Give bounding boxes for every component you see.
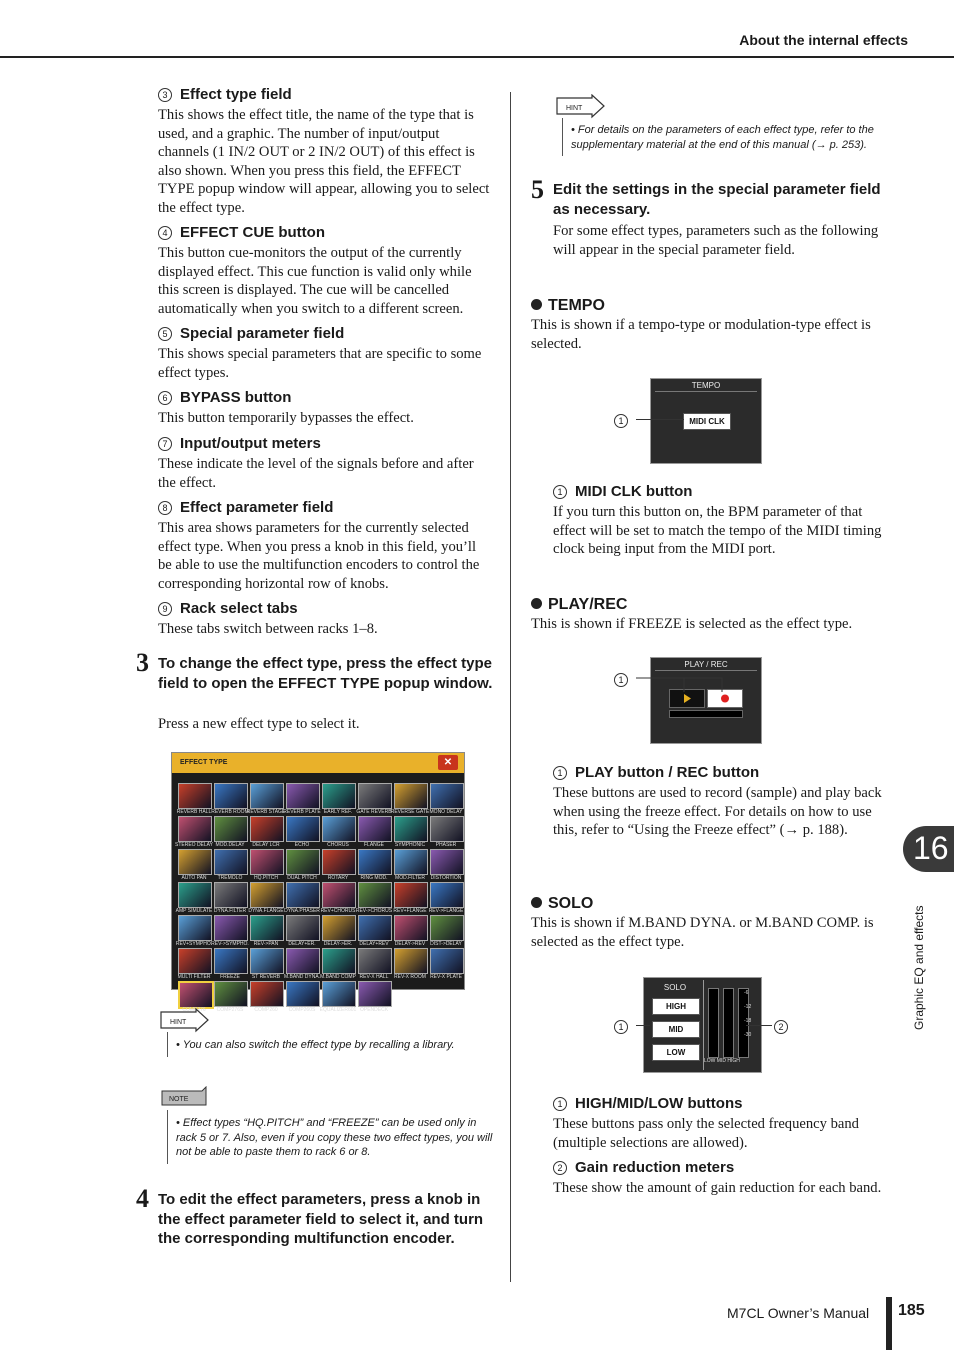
effect-type-label: DELAY+REV bbox=[359, 941, 389, 947]
item-body: This shows special parameters that are specific to some effect types. bbox=[158, 346, 482, 381]
item-body: These buttons pass only the selected frequency band (multiple selections are allowed). bbox=[553, 1116, 859, 1151]
item-number: 7 bbox=[158, 437, 172, 451]
effect-type-label: REVERSE GATE bbox=[390, 809, 430, 815]
effect-type-tile[interactable] bbox=[286, 849, 320, 875]
effect-type-label: MOD.DELAY bbox=[215, 842, 245, 848]
effect-type-label: DELAY->REV bbox=[394, 941, 426, 947]
effect-type-tile[interactable] bbox=[358, 981, 392, 1007]
effect-type-tile[interactable] bbox=[286, 981, 320, 1007]
effect-type-tile[interactable] bbox=[214, 948, 248, 974]
effect-type-tile[interactable] bbox=[430, 915, 464, 941]
effect-type-label: ST REVERB bbox=[251, 974, 281, 980]
midi-clk-button[interactable]: MIDI CLK bbox=[683, 413, 731, 430]
callout-1: 1 bbox=[614, 671, 636, 689]
gain-meter-low bbox=[708, 988, 719, 1058]
effect-type-label: COMP260 bbox=[254, 1007, 278, 1013]
panel-divider bbox=[703, 980, 704, 1070]
solo-panel bbox=[643, 977, 762, 1073]
footer-bar bbox=[886, 1297, 892, 1350]
note-text: • Effect types “HQ.PITCH” and “FREEZE” can be used only in rack 5 or 7. Also, even if you copy these two effect types, you will not be able to paste them to rack 6 or 8. bbox=[176, 1117, 493, 1158]
progress-bar bbox=[669, 710, 743, 718]
effect-type-tile[interactable] bbox=[322, 816, 356, 842]
panel-title: TEMPO bbox=[691, 381, 721, 390]
item-heading bbox=[158, 499, 333, 516]
panel-divider bbox=[655, 670, 757, 671]
item-title: EFFECT CUE button bbox=[180, 224, 325, 241]
effect-type-tile[interactable] bbox=[250, 981, 284, 1007]
effect-type-tile[interactable] bbox=[286, 882, 320, 908]
effect-type-tile[interactable] bbox=[286, 783, 320, 809]
section-body: This is shown if a tempo-type or modulation-type effect is selected. bbox=[531, 317, 871, 352]
effect-type-tile[interactable] bbox=[394, 882, 428, 908]
bullet-icon bbox=[531, 598, 542, 609]
hint-badge-icon bbox=[556, 94, 606, 120]
window-title: EFFECT TYPE bbox=[180, 759, 228, 766]
effect-type-tile[interactable] bbox=[250, 849, 284, 875]
effect-type-label: REV+FLANGE bbox=[393, 908, 427, 914]
effect-type-tile[interactable] bbox=[178, 948, 212, 974]
effect-type-label: ECHO bbox=[294, 842, 310, 848]
effect-type-window bbox=[171, 752, 465, 1013]
solo-high-button[interactable]: HIGH bbox=[652, 998, 700, 1015]
effect-type-tile[interactable] bbox=[178, 882, 212, 908]
step-body: Press a new effect type to select it. bbox=[158, 716, 360, 732]
effect-type-label: DYNA.FLANGE bbox=[248, 908, 284, 914]
effect-type-label: AUTO PAN bbox=[181, 875, 207, 881]
window-title-bar bbox=[172, 753, 464, 773]
item-body: This shows the effect title, the name of the type that is used, and a graphic. The number of input/output channels (1 IN/2 OUT or 2 IN/2 OUT) of this effect is also shown. When you press this field, the EFFECT TYPE popup window will appear, allowing you to select the effect type. bbox=[158, 107, 490, 216]
header-rule bbox=[0, 56, 954, 58]
effect-type-label: DELAY->ER. bbox=[323, 941, 353, 947]
item-body: These indicate the level of the signals before and after the effect. bbox=[158, 456, 474, 491]
effect-type-tile[interactable] bbox=[430, 849, 464, 875]
effect-type-label: DUAL PITCH bbox=[287, 875, 317, 881]
effect-type-label: COMP276 bbox=[182, 1007, 206, 1013]
effect-type-label: M.BAND COMP bbox=[320, 974, 356, 980]
effect-type-label: DELAY+ER. bbox=[288, 941, 316, 947]
effect-type-tile[interactable] bbox=[214, 783, 248, 809]
hint-badge-icon bbox=[160, 1008, 210, 1034]
step-number: 4 bbox=[136, 1184, 149, 1213]
bullet-icon bbox=[531, 897, 542, 908]
effect-type-label: AMP SIMULATE bbox=[175, 908, 213, 914]
effect-type-tile[interactable] bbox=[250, 816, 284, 842]
chapter-label: Graphic EQ and effects bbox=[912, 905, 926, 1030]
effect-type-tile[interactable] bbox=[322, 981, 356, 1007]
effect-type-label: MOD.FILTER bbox=[395, 875, 425, 881]
effect-type-tile[interactable] bbox=[214, 882, 248, 908]
effect-type-label: REV->CHORUS bbox=[355, 908, 393, 914]
effect-type-label: REVERB HALL bbox=[176, 809, 212, 815]
footer-manual-title: M7CL Owner’s Manual bbox=[727, 1305, 870, 1321]
effect-type-label: MONO DELAY bbox=[429, 809, 463, 815]
effect-type-tile[interactable] bbox=[430, 948, 464, 974]
item-body: These show the amount of gain reduction for each band. bbox=[553, 1180, 882, 1196]
item-heading: 1 PLAY button / REC button bbox=[553, 764, 759, 781]
panel-title: PLAY / REC bbox=[684, 660, 728, 669]
hint-bar bbox=[167, 1032, 168, 1057]
item-body: If you turn this button on, the BPM parameter of that effect will be set to match the tempo of the MIDI timing clock being input from the MIDI port. bbox=[553, 504, 882, 557]
panel-title: SOLO bbox=[663, 983, 687, 992]
effect-type-tile[interactable] bbox=[358, 783, 392, 809]
effect-type-tile[interactable] bbox=[430, 816, 464, 842]
effect-type-label: DIST->DELAY bbox=[430, 941, 462, 947]
gain-meter-mid bbox=[723, 988, 734, 1058]
effect-type-tile[interactable] bbox=[178, 783, 212, 809]
effect-type-label: TREMOLO bbox=[217, 875, 243, 881]
effect-type-tile[interactable] bbox=[214, 816, 248, 842]
effect-type-label: GATE REVERB bbox=[356, 809, 392, 815]
effect-type-label: REV-X ROOM bbox=[394, 974, 426, 980]
item-heading: 1 HIGH/MID/LOW buttons bbox=[553, 1095, 742, 1112]
item-heading bbox=[158, 325, 344, 342]
effect-type-label: REVERB PLATE bbox=[283, 809, 321, 815]
hint-badge-label: HINT bbox=[566, 105, 583, 112]
effect-type-label: DISTORTION bbox=[430, 875, 462, 881]
step-instruction: To edit the effect parameters, press a knob in the effect parameter field to select it, and turn the corresponding multifunction encoder. bbox=[158, 1191, 484, 1247]
item-number: 4 bbox=[158, 226, 172, 240]
effect-type-tile[interactable] bbox=[430, 783, 464, 809]
hint-bar bbox=[562, 118, 563, 156]
effect-type-label: PHASER bbox=[435, 842, 457, 848]
section-body: This is shown if M.BAND DYNA. or M.BAND COMP. is selected as the effect type. bbox=[531, 915, 874, 950]
effect-type-label: HQ.PITCH bbox=[254, 875, 278, 881]
effect-type-label: EARLY REF. bbox=[323, 809, 353, 815]
item-heading bbox=[158, 224, 325, 241]
item-body: This button cue-monitors the output of the currently displayed effect. This cue function is valid only while this screen is displayed. The cue will be cancelled automatically when you switch to a different screen. bbox=[158, 245, 472, 317]
item-heading bbox=[158, 389, 291, 406]
effect-type-tile[interactable] bbox=[394, 783, 428, 809]
effect-type-label: REV->PAN bbox=[253, 941, 279, 947]
effect-type-label: M.BAND DYNA. bbox=[283, 974, 321, 980]
item-body: This button temporarily bypasses the effect. bbox=[158, 410, 414, 426]
effect-type-label: REVERB ROOM bbox=[211, 809, 249, 815]
step-body: For some effect types, parameters such as the following will appear in the special parameter field. bbox=[553, 223, 879, 258]
effect-type-tile[interactable] bbox=[250, 915, 284, 941]
effect-type-label: STEREO DELAY bbox=[175, 842, 213, 848]
solo-low-button[interactable]: LOW bbox=[652, 1044, 700, 1061]
effect-type-tile[interactable] bbox=[358, 849, 392, 875]
tempo-panel bbox=[650, 378, 762, 464]
effect-type-tile[interactable] bbox=[394, 816, 428, 842]
section-heading-tempo: TEMPO bbox=[531, 297, 605, 315]
effect-type-label: CHORUS bbox=[327, 842, 349, 848]
item-title: Rack select tabs bbox=[180, 600, 298, 617]
item-title: Special parameter field bbox=[180, 325, 345, 342]
note-badge-label: NOTE bbox=[169, 1096, 189, 1103]
effect-type-tile[interactable] bbox=[394, 948, 428, 974]
note-bar bbox=[167, 1110, 168, 1164]
effect-type-tile[interactable] bbox=[322, 882, 356, 908]
item-number: 9 bbox=[158, 602, 172, 616]
effect-type-label: SYMPHONIC bbox=[394, 842, 426, 848]
item-heading bbox=[158, 600, 298, 617]
effect-type-label: REV-X PLATE bbox=[430, 974, 462, 980]
item-heading: 1 MIDI CLK button bbox=[553, 483, 692, 500]
effect-type-tile[interactable] bbox=[214, 981, 248, 1007]
effect-type-label: REVERB STAGE bbox=[246, 809, 286, 815]
effect-type-label: ROTARY bbox=[327, 875, 349, 881]
effect-type-tile[interactable] bbox=[250, 882, 284, 908]
effect-type-label: REV-X HALL bbox=[359, 974, 389, 980]
item-heading bbox=[158, 86, 292, 103]
step-instruction: Edit the settings in the special parameter field as necessary. bbox=[553, 181, 881, 218]
effect-type-tile[interactable] bbox=[322, 915, 356, 941]
callout-2: 2 bbox=[774, 1018, 796, 1036]
callout-1: 1 bbox=[614, 412, 636, 430]
effect-type-tile[interactable] bbox=[214, 915, 248, 941]
effect-type-label: DYNA.FILTER bbox=[213, 908, 247, 914]
section-heading-solo: SOLO bbox=[531, 895, 593, 913]
chapter-tab bbox=[903, 826, 954, 872]
effect-type-tile[interactable] bbox=[430, 882, 464, 908]
item-number: 8 bbox=[158, 501, 172, 515]
effect-type-label: FREEZE bbox=[220, 974, 240, 980]
effect-type-tile[interactable] bbox=[178, 849, 212, 875]
column-divider bbox=[510, 92, 511, 1282]
meter-labels: LOW MID HIGH bbox=[704, 1058, 740, 1064]
effect-type-tile[interactable] bbox=[394, 915, 428, 941]
effect-type-tile[interactable] bbox=[178, 981, 214, 1009]
effect-type-label: DYNA.PHASER bbox=[284, 908, 320, 914]
effect-type-label: RING MOD. bbox=[360, 875, 388, 881]
playrec-panel bbox=[650, 657, 762, 744]
callout-line bbox=[746, 1025, 772, 1026]
effect-type-tile[interactable] bbox=[358, 882, 392, 908]
bullet-icon bbox=[531, 299, 542, 310]
callout-lines bbox=[634, 672, 724, 694]
item-body: These buttons are used to record (sample) and play back when using the freeze effect. For details on how to use this, refer to “Using the Freeze effect” (→ p. 188). bbox=[553, 785, 882, 838]
item-number: 6 bbox=[158, 391, 172, 405]
note-badge-icon bbox=[160, 1086, 210, 1110]
item-title: Input/output meters bbox=[180, 435, 321, 452]
effect-type-label: EQUALIZER601 bbox=[319, 1007, 357, 1013]
effect-type-tile[interactable] bbox=[286, 915, 320, 941]
effect-type-label: REV+SYMPHO. bbox=[175, 941, 213, 947]
hint-badge-label: HINT bbox=[170, 1019, 187, 1026]
section-heading-playrec: PLAY/REC bbox=[531, 596, 627, 614]
item-title: Effect parameter field bbox=[180, 499, 334, 516]
step-number: 3 bbox=[136, 648, 149, 677]
running-header: About the internal effects bbox=[739, 32, 908, 48]
effect-type-label: REV+CHORUS bbox=[320, 908, 356, 914]
item-number: 3 bbox=[158, 88, 172, 102]
effect-type-tile[interactable] bbox=[286, 948, 320, 974]
effect-type-tile[interactable] bbox=[178, 915, 212, 941]
step-number: 5 bbox=[531, 175, 544, 204]
section-body: This is shown if FREEZE is selected as the effect type. bbox=[531, 616, 853, 632]
effect-type-tile[interactable] bbox=[322, 849, 356, 875]
effect-type-tile[interactable] bbox=[286, 816, 320, 842]
item-body: These tabs switch between racks 1–8. bbox=[158, 621, 378, 637]
hint-text: • For details on the parameters of each effect type, refer to the supplementary material at the end of this manual (→ p. 253). bbox=[571, 124, 874, 151]
callout-line bbox=[636, 419, 684, 420]
item-title: Effect type field bbox=[180, 86, 292, 103]
hint-text: • You can also switch the effect type by recalling a library. bbox=[176, 1039, 455, 1051]
effect-type-tile[interactable] bbox=[322, 783, 356, 809]
effect-type-label: REV->SYMPHO. bbox=[211, 941, 249, 947]
item-heading: 2 Gain reduction meters bbox=[553, 1159, 734, 1176]
item-title: BYPASS button bbox=[180, 389, 292, 406]
item-heading bbox=[158, 435, 321, 452]
effect-type-label: COMP260S bbox=[288, 1007, 316, 1013]
item-number: 5 bbox=[158, 327, 172, 341]
page-number: 185 bbox=[898, 1302, 925, 1319]
effect-type-tile[interactable] bbox=[250, 783, 284, 809]
step-instruction: To change the effect type, press the effect type field to open the EFFECT TYPE popup window. bbox=[158, 655, 493, 692]
chapter-number: 16 bbox=[913, 830, 949, 866]
effect-type-tile[interactable] bbox=[394, 849, 428, 875]
effect-type-label: MULTI FILTER bbox=[177, 974, 211, 980]
solo-mid-button[interactable]: MID bbox=[652, 1021, 700, 1038]
callout-1: 1 bbox=[614, 1018, 636, 1036]
meter-scale: -6 -12 -18 -30 bbox=[744, 990, 752, 1038]
item-body: This area shows parameters for the currently selected effect type. When you press a knob in this field, you’ll be able to use the multifunction encoders to control the corresponding horizontal row of knobs. bbox=[158, 520, 480, 592]
effect-type-label: COMP276S bbox=[216, 1007, 244, 1013]
effect-type-tile[interactable] bbox=[358, 816, 392, 842]
effect-type-tile[interactable] bbox=[358, 948, 392, 974]
effect-type-label: REV->FLANGE bbox=[428, 908, 464, 914]
effect-type-tile[interactable] bbox=[358, 915, 392, 941]
callout-line bbox=[636, 1025, 650, 1026]
effect-type-tile[interactable] bbox=[178, 816, 212, 842]
effect-type-tile[interactable] bbox=[214, 849, 248, 875]
close-icon[interactable]: ✕ bbox=[438, 755, 458, 770]
effect-type-label: FLANGE bbox=[363, 842, 384, 848]
panel-divider bbox=[655, 391, 757, 392]
effect-type-tile[interactable] bbox=[250, 948, 284, 974]
effect-type-tile[interactable] bbox=[322, 948, 356, 974]
effect-type-label: DELAY LCR bbox=[252, 842, 280, 848]
effect-type-label: OPENDECK bbox=[359, 1007, 389, 1013]
